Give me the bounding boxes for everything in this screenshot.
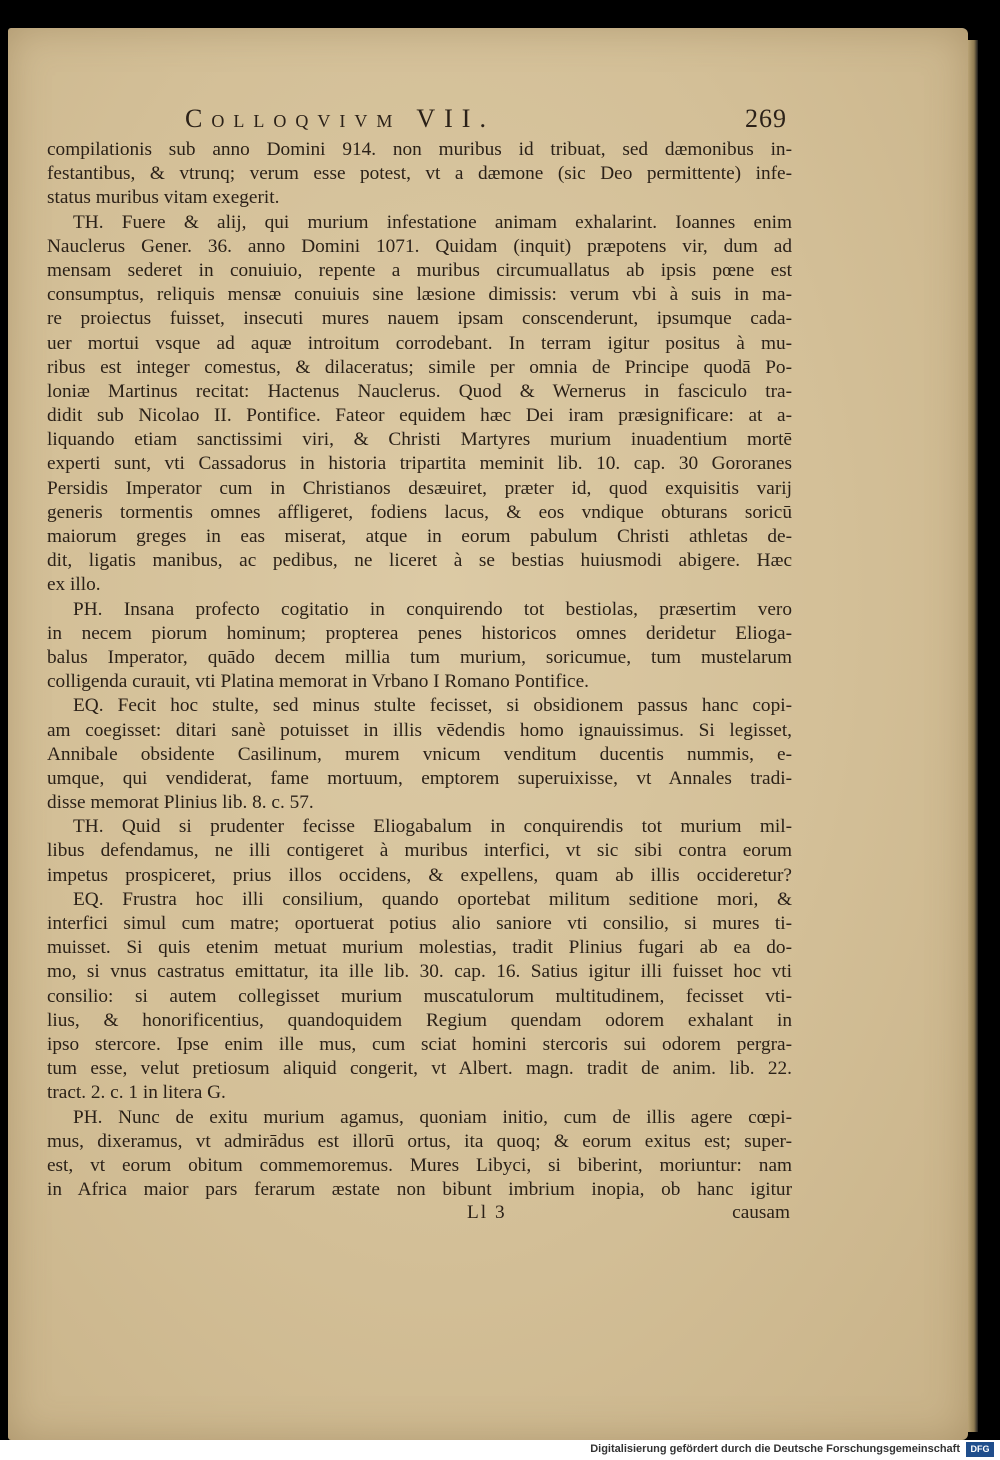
text-line: TH. Quid si prudenter fecisse Eliogabalum in conquirendis tot murium mil- [73, 816, 792, 838]
text-line: uer mortui vsque ad aquæ introitum corrodebant. In terram igitur positus à mu- [47, 332, 792, 354]
text-line: EQ. Frustra hoc illi consilium, quando oportebat militum seditione mori, & [73, 888, 792, 910]
text-line: liquando etiam sanctissimi viri, & Christi Martyres murium inuadentium mortē [47, 429, 792, 451]
funding-notice: Digitalisierung gefördert durch die Deutsche Forschungsgemeinschaft [590, 1443, 960, 1455]
text-line: am coegisset: ditari sanè potuisset in illis vēdendis homo ignauissimus. Si legisset, [47, 719, 792, 741]
text-line: lius, & honorificentius, quandoquidem Regium quendam odorem exhalant in [47, 1009, 792, 1031]
catchword: causam [732, 1202, 790, 1224]
text-line: Annibale obsidente Casilinum, murem vnicum venditum ducentis nummis, e- [47, 743, 792, 765]
page-edge [968, 40, 978, 1432]
text-line: ex illo. [47, 574, 101, 596]
text-line: dit, ligatis manibus, ac pedibus, ne liceret à se bestias huiusmodi abigere. Hæc [47, 550, 792, 572]
text-line: est, vt eorum obitum commemoremus. Mures Libyci, si biberint, moriuntur: nam [47, 1154, 792, 1176]
body-text [47, 138, 792, 1202]
text-line: maiorum greges in eas miserat, atque in eorum pabulum Christi athletas de- [47, 526, 792, 547]
text-line: compilationis sub anno Domini 914. non muribus id tribuat, sed dæmonibus in- [47, 139, 792, 160]
text-line: in necem piorum hominum; propterea penes historicos omnes deridetur Elioga- [47, 622, 792, 644]
text-line: in Africa maior pars ferarum æstate non bibunt imbrium inopia, ob hanc igitur [47, 1179, 792, 1201]
text-line: TH. Fuere & alij, qui murium infestatione animam exhalarint. Ioannes enim [73, 211, 792, 233]
text-line: mo, si vnus castratus emittatur, ita ille lib. 30. cap. 16. Satius igitur illi fuisset hoc vti [47, 961, 792, 983]
dfg-logo-icon: DFG [966, 1442, 994, 1457]
signature-line [47, 1202, 792, 1228]
text-line: colligenda curauit, vti Platina memorat in Vrbano I Romano Pontifice. [47, 671, 589, 693]
signature-mark: Ll 3 [467, 1202, 507, 1224]
text-line: experti sunt, vti Cassadorus in historia tripartita meminit lib. 10. cap. 30 Gororanes [47, 453, 792, 475]
text-line: status muribus vitam exegerit. [47, 187, 280, 209]
footer-bar [0, 1440, 1000, 1460]
text-line: Nauclerus Gener. 36. anno Domini 1071. Quidam (inquit) præpotens vir, dum ad [47, 235, 792, 257]
page-number: 269 [745, 104, 787, 133]
text-line: mus, dixeramus, vt admirādus est illorū ortus, ita quoq; & eorum exitus est; super- [47, 1130, 792, 1152]
text-line: mensam sederet in conuiuio, repente a muribus circumuallatus ab ipsis pœne est [47, 259, 792, 281]
text-line: loniæ Martinus recitat: Hactenus Nauclerus. Quod & Wernerus in fasciculo tra- [47, 380, 792, 402]
text-line: balus Imperator, quādo decem millia tum murium, soricumue, tum mustelarum [47, 646, 792, 668]
text-line: libus defendamus, ne illi contigeret à muribus interfici, vt sic sibi contra eorum [47, 840, 792, 862]
text-line: ribus est integer comestus, & dilaceratus; simile per omnia de Principe quodā Po- [47, 356, 792, 378]
text-line: generis tormentis omnes affligeret, fodiens lacus, & eos vndique obturans soricū [47, 501, 792, 523]
text-line: muisset. Si quis etenim metuat murium molestias, tradit Plinius fugari ab ea do- [47, 937, 792, 959]
text-line: disse memorat Plinius lib. 8. c. 57. [47, 792, 314, 814]
text-line: tum esse, velut pretiosum aliquid congerit, vt Albert. magn. tradit de anim. lib. 22. [47, 1058, 792, 1080]
running-head-title: Colloqvivm VII. [185, 104, 495, 133]
text-line: umque, qui vendiderat, fame mortuum, emptorem superuixisse, vt Annales tradi- [47, 767, 792, 789]
text-line: didit sub Nicolao II. Pontifice. Fateor equidem hæc Dei iram præsignificare: at a- [47, 405, 792, 427]
text-line: ipso stercore. Ipse enim ille mus, cum sciat homini stercoris sui odorem pergra- [47, 1033, 792, 1055]
page-text [47, 100, 792, 1228]
text-line: consumptus, reliquis mensæ conuiuis sine læsione dimissis: verum vbi à suis in ma- [47, 284, 792, 306]
running-head [47, 100, 792, 138]
text-line: interfici simul cum matre; oportuerat potius alio saniore vti consilio, si mures ti- [47, 913, 792, 934]
text-line: festantibus, & vtrunq; verum esse potest, vt a dæmone (sic Deo permittente) infe- [47, 163, 792, 185]
text-line: PH. Insana profecto cogitatio in conquirendo tot bestiolas, præsertim vero [73, 598, 792, 620]
text-line: EQ. Fecit hoc stulte, sed minus stulte fecisset, si obsidionem passus hanc copi- [73, 695, 792, 717]
text-line: Persidis Imperator cum in Christianos desæuiret, præter id, quod exquisitis varij [47, 477, 792, 499]
text-line: impetus prospiceret, prius illos occidens, & expellens, quam ab illis occideretur? [47, 864, 792, 886]
text-line: re proiectus fuisset, insecuti mures nauem ipsam conscenderunt, ipsumque cada- [47, 308, 792, 330]
text-line: tract. 2. c. 1 in litera G. [47, 1082, 226, 1104]
text-line: PH. Nunc de exitu murium agamus, quoniam initio, cum de illis agere cœpi- [73, 1106, 792, 1128]
text-line: consilio: si autem collegisset murium muscatulorum multitudinem, fecisset vti- [47, 985, 792, 1007]
